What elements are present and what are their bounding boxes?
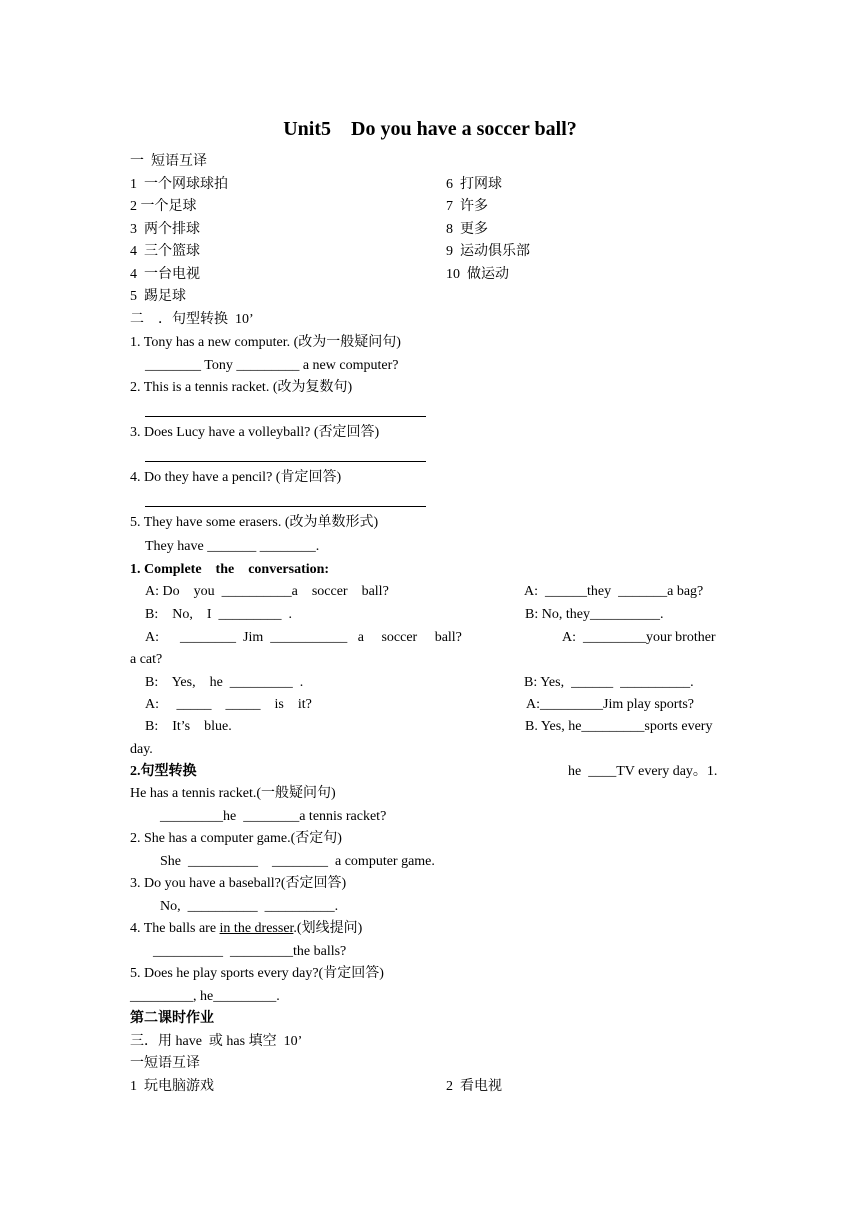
answer-line: No, __________ __________.: [160, 899, 339, 914]
question: 5. They have some erasers. (改为单数形式): [130, 515, 379, 530]
conversation-line: A: ________ Jim ___________ a soccer ball?: [145, 630, 462, 645]
phrase-item: 1 一个网球球拍: [130, 177, 228, 192]
conversation-line: A: _________your brother: [562, 630, 716, 645]
section-header: 一 短语互译: [130, 154, 207, 169]
answer-blank: [145, 506, 426, 507]
question-text: .(划线提问): [293, 921, 363, 936]
section-header: 1. Complete the conversation:: [130, 562, 330, 577]
section-header: 一短语互译: [130, 1056, 200, 1071]
phrase-item: 6 打网球: [446, 177, 502, 192]
question: 5. Does he play sports every day?(肯定回答): [130, 966, 384, 981]
conversation-line: B: No, they__________.: [525, 607, 664, 622]
section-header: 2.句型转换: [130, 764, 197, 779]
answer-blank: [145, 461, 426, 462]
conversation-line: B. Yes, he_________sports every: [525, 719, 713, 734]
answer-line: _________he ________a tennis racket?: [160, 809, 387, 824]
question: 3. Does Lucy have a volleyball? (否定回答): [130, 425, 380, 440]
question: 2. She has a computer game.(否定句): [130, 831, 342, 846]
underlined-phrase: in the dresser: [219, 921, 294, 936]
phrase-item: 10 做运动: [446, 267, 509, 282]
answer-line: They have _______ ________.: [145, 539, 320, 554]
answer-line: _________, he_________.: [130, 989, 280, 1004]
phrase-item: 2 看电视: [446, 1079, 502, 1094]
page-title: Unit5 Do you have a soccer ball?: [283, 118, 577, 140]
phrase-item: 8 更多: [446, 222, 488, 237]
conversation-line: B: It’s blue.: [145, 719, 232, 734]
phrase-item: 3 两个排球: [130, 222, 200, 237]
answer-blank: [145, 416, 426, 417]
question: he ____TV every day。1.: [568, 764, 718, 779]
answer-line: __________ _________the balls?: [153, 944, 347, 959]
section-header: 第二课时作业: [130, 1011, 214, 1026]
conversation-line: a cat?: [130, 652, 163, 667]
phrase-item: 2 一个足球: [130, 199, 197, 214]
question: [130, 920, 362, 938]
conversation-line: B: Yes, he _________ .: [145, 675, 304, 690]
phrase-item: 1 玩电脑游戏: [130, 1079, 214, 1094]
phrase-item: 4 一台电视: [130, 267, 200, 282]
instruction: 三．用 have 或 has 填空 10’: [130, 1034, 303, 1049]
question: He has a tennis racket.(一般疑问句): [130, 786, 336, 801]
conversation-line: B: Yes, ______ __________.: [524, 675, 694, 690]
question-text: 4. The balls are: [130, 921, 220, 936]
answer-line: She __________ ________ a computer game.: [160, 854, 435, 869]
conversation-line: A: Do you __________a soccer ball?: [145, 584, 389, 599]
phrase-item: 4 三个篮球: [130, 244, 200, 259]
phrase-item: 9 运动俱乐部: [446, 244, 530, 259]
phrase-item: 7 许多: [446, 199, 488, 214]
conversation-line: A:_________Jim play sports?: [526, 697, 694, 712]
conversation-line: A: _____ _____ is it?: [145, 697, 312, 712]
question: 2. This is a tennis racket. (改为复数句): [130, 380, 353, 395]
question: 4. Do they have a pencil? (肯定回答): [130, 470, 342, 485]
section-header: 二 ．句型转换 10’: [130, 312, 254, 327]
conversation-line: day.: [130, 742, 153, 757]
answer-line: ________ Tony _________ a new computer?: [145, 358, 399, 373]
question: 3. Do you have a baseball?(否定回答): [130, 876, 347, 891]
phrase-item: 5 踢足球: [130, 289, 186, 304]
question: 1. Tony has a new computer. (改为一般疑问句): [130, 335, 401, 350]
conversation-line: B: No, I _________ .: [145, 607, 292, 622]
conversation-line: A: ______they _______a bag?: [524, 584, 704, 599]
